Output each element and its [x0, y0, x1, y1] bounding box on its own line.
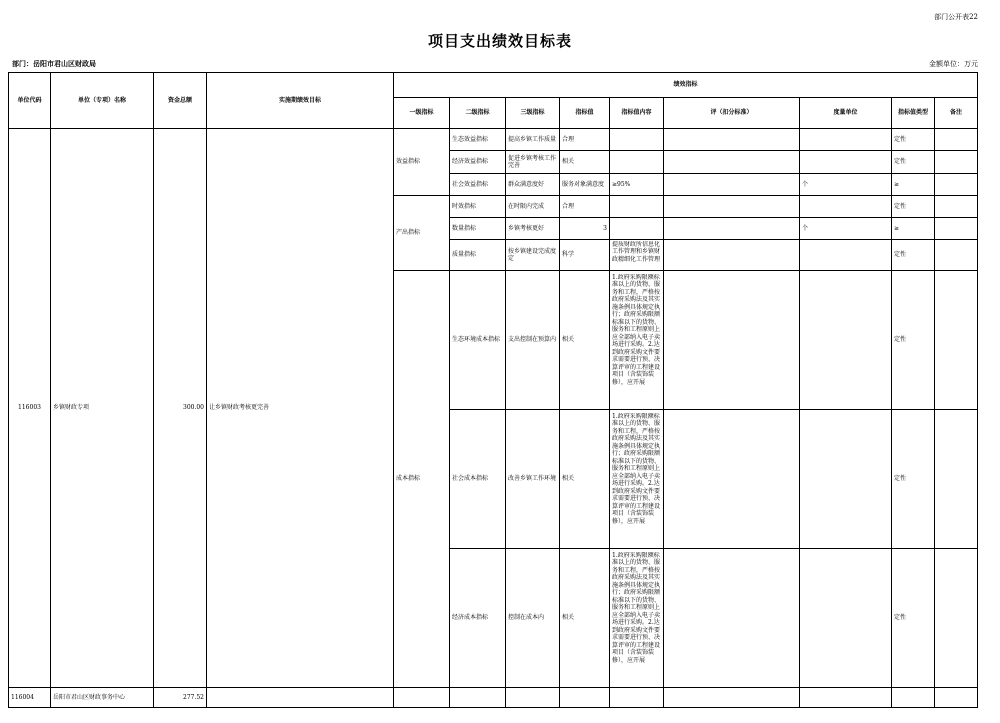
row-score: [664, 174, 800, 196]
row-measure: [800, 196, 892, 218]
header-level3: 三级指标: [506, 98, 560, 129]
row-l3: 按乡镇建设完成度定: [506, 240, 560, 271]
row-value: 相关: [560, 151, 610, 174]
row-score: [664, 218, 800, 240]
project-total: 300.00: [154, 129, 207, 688]
row-score: [664, 240, 800, 271]
row-l3: 改善乡镇工作环境: [506, 410, 560, 549]
group-cost: 成本指标: [394, 271, 450, 688]
row-content-text: 1.政府采购限额标准以上的货物、服务和工程，严格按政府采购法及其实施条例具体规定执行；政府采购限额标准以下的货物、服务和工程原则上应全部纳入电子卖场进行采购。2.达到政府采购文件要求需要进行预、决算评审的工程建设项目（含装饰装修），应开展: [612, 273, 661, 386]
row-measure: 个: [800, 174, 892, 196]
amount-unit-label: 金额单位：万元: [929, 60, 978, 68]
row-note: [935, 129, 978, 151]
row-l3: 促进乡镇考核工作完善: [506, 151, 560, 174]
row-note: [935, 218, 978, 240]
table-number-label: 部门公开表22: [934, 13, 978, 21]
row-score: [664, 129, 800, 151]
last-row-name: 岳阳市君山区财政事务中心: [51, 688, 154, 708]
row-value: 相关: [560, 549, 610, 688]
row-content: ≥95%: [610, 174, 664, 196]
row-l2: 时效指标: [450, 196, 506, 218]
row-note: [935, 271, 978, 410]
row-vtype: ≥: [892, 174, 935, 196]
header-unit-name: 单位（专项）名称: [51, 73, 154, 129]
header-total-funds: 资金总额: [154, 73, 207, 129]
row-score: [664, 271, 800, 410]
row-l3: 支出控制在预算内: [506, 271, 560, 410]
row-value: 合理: [560, 196, 610, 218]
row-value: 3: [560, 218, 610, 240]
performance-table: [8, 72, 978, 708]
row-content-text: 1.政府采购限额标准以上的货物、服务和工程，严格按政府采购法及其实施条例具体规定执行；政府采购限额标准以下的货物、服务和工程原则上应全部纳入电子卖场进行采购。2.达到政府采购文件要求需要进行预、决算评审的工程建设项目（含装饰装修），应开展: [612, 412, 661, 525]
row-measure: [800, 129, 892, 151]
row-value: 相关: [560, 271, 610, 410]
row-l3: 控制在成本内: [506, 549, 560, 688]
row-content: [610, 151, 664, 174]
row-l3: 群众满意度好: [506, 174, 560, 196]
row-l3: 乡镇考核更好: [506, 218, 560, 240]
row-content: [610, 271, 664, 410]
row-l2: 生态效益指标: [450, 129, 506, 151]
header-value: 指标值: [560, 98, 610, 129]
row-vtype: 定性: [892, 410, 935, 549]
project-goal: 让乡镇财政考核更完善: [207, 129, 394, 688]
row-measure: [800, 410, 892, 549]
row-measure: [800, 151, 892, 174]
row-l2: 社会效益指标: [450, 174, 506, 196]
row-l2: 质量指标: [450, 240, 506, 271]
row-score: [664, 196, 800, 218]
row-measure: [800, 271, 892, 410]
header-level2: 二级指标: [450, 98, 506, 129]
row-vtype: 定性: [892, 129, 935, 151]
row-l3: 提高乡镇工作质量: [506, 129, 560, 151]
row-content: [610, 549, 664, 688]
row-value: 相关: [560, 410, 610, 549]
row-l2: 经济成本指标: [450, 549, 506, 688]
page-title: 项目支出绩效目标表: [427, 32, 572, 50]
row-value: 合理: [560, 129, 610, 151]
row-note: [935, 410, 978, 549]
header-value-type: 指标值类型: [892, 98, 935, 129]
row-score: [664, 410, 800, 549]
row-content: [610, 129, 664, 151]
row-l2: 生态环境成本指标: [450, 271, 506, 410]
header-content: 指标值内容: [610, 98, 664, 129]
last-row-total: 277.52: [154, 688, 207, 708]
header-unit-code: 单位代码: [9, 73, 51, 129]
row-l2: 数量指标: [450, 218, 506, 240]
header-level1: 一级指标: [394, 98, 450, 129]
row-content-text: 1.政府采购限额标准以上的货物、服务和工程，严格按政府采购法及其实施条例具体规定执行；政府采购限额标准以下的货物、服务和工程原则上应全部纳入电子卖场进行采购。2.达到政府采购文件要求需要进行预、决算评审的工程建设项目（含装饰装修），应开展: [612, 551, 661, 664]
table-row: [9, 129, 978, 151]
row-note: [935, 240, 978, 271]
row-content-text: 提质财政所信息化工作管理和乡镇财政精细化工作管理: [612, 240, 661, 263]
last-row-code: 116004: [9, 688, 51, 708]
row-l2: 社会成本指标: [450, 410, 506, 549]
row-content: [610, 410, 664, 549]
row-vtype: 定性: [892, 240, 935, 271]
row-vtype: 定性: [892, 151, 935, 174]
row-measure: [800, 240, 892, 271]
header-measure: 度量单位: [800, 98, 892, 129]
row-note: [935, 549, 978, 688]
row-content: [610, 218, 664, 240]
row-note: [935, 196, 978, 218]
row-vtype: 定性: [892, 196, 935, 218]
row-vtype: ≥: [892, 218, 935, 240]
row-measure: 个: [800, 218, 892, 240]
row-content: [610, 240, 664, 271]
header-performance: 绩效指标: [394, 73, 978, 98]
project-name: 乡镇财政专项: [51, 129, 154, 688]
row-content: [610, 196, 664, 218]
header-goal: 实施期绩效目标: [207, 73, 394, 129]
header-note: 备注: [935, 98, 978, 129]
department-label: 部门：岳阳市君山区财政局: [12, 59, 96, 68]
header-score: 评（扣分标准）: [664, 98, 800, 129]
row-note: [935, 174, 978, 196]
row-l2: 经济效益指标: [450, 151, 506, 174]
project-code: 116003: [9, 129, 51, 688]
row-vtype: 定性: [892, 271, 935, 410]
row-score: [664, 151, 800, 174]
group-output: 产出指标: [394, 196, 450, 271]
row-value: 服务对象满意度: [560, 174, 610, 196]
table-row: [9, 688, 978, 708]
row-measure: [800, 549, 892, 688]
row-score: [664, 549, 800, 688]
row-value: 科学: [560, 240, 610, 271]
row-note: [935, 151, 978, 174]
row-vtype: 定性: [892, 549, 935, 688]
group-benefit: 效益指标: [394, 129, 450, 196]
row-l3: 在时限内完成: [506, 196, 560, 218]
